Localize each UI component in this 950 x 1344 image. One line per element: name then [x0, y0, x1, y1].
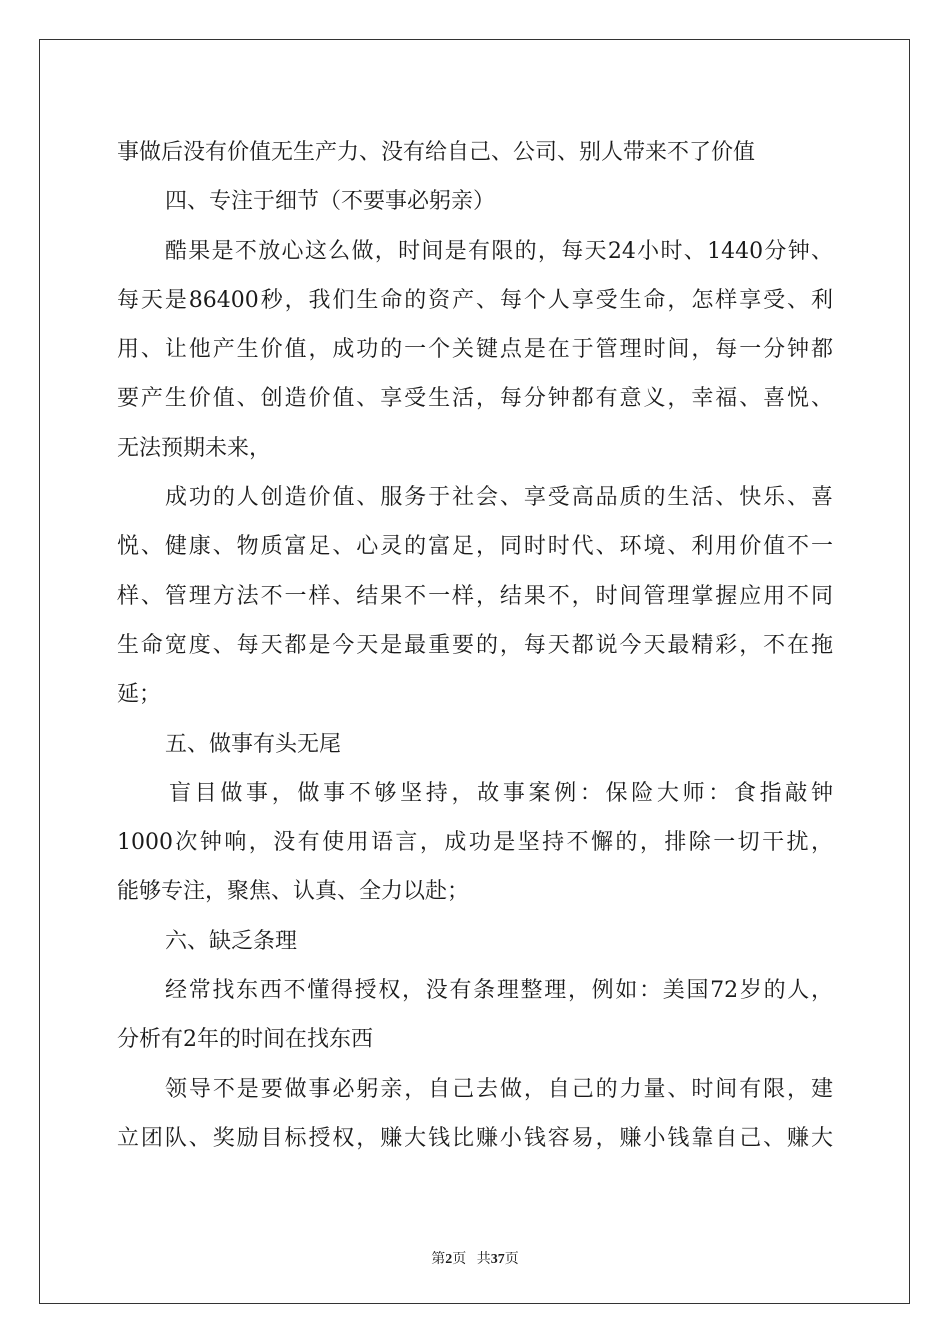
footer-total-unit: 页 [504, 1252, 519, 1267]
text-line: 领导不是要做事必躬亲，自己去做，自己的力量、时间有限，建 [165, 1076, 833, 1102]
text-line: 生命宽度、每天都是今天是最重要的，每天都说今天最精彩，不在拖 [117, 632, 833, 658]
text-line: 能够专注，聚焦、认真、全力以赴； [117, 879, 470, 905]
text-line: 悦、健康、物质富足、心灵的富足，同时时代、环境、利用价值不一 [117, 534, 833, 560]
document-body [117, 128, 833, 1163]
text-line: 经常找东西不懂得授权，没有条理整理，例如：美国72岁的人， [165, 978, 833, 1004]
text-line: 延； [117, 682, 162, 708]
section-heading: 五、做事有头无尾 [165, 731, 342, 757]
text-line: 1000次钟响，没有使用语言，成功是坚持不懈的，排除一切干扰， [117, 830, 833, 856]
text-line: 酷果是不放心这么做，时间是有限的，每天24小时、1440分钟、 [165, 238, 833, 264]
text-line: 每天是86400秒，我们生命的资产、每个人享受生命，怎样享受、利 [117, 287, 833, 313]
footer-current-page: 2 [445, 1252, 453, 1267]
text-line: 立团队、奖励目标授权，赚大钱比赚小钱容易，赚小钱靠自己、赚大 [117, 1125, 833, 1151]
page-footer [0, 1248, 950, 1268]
text-line: 事做后没有价值无生产力、没有给自己、公司、别人带来不了价值 [117, 140, 756, 165]
text-line: 样、管理方法不一样、结果不一样，结果不，时间管理掌握应用不同 [117, 583, 833, 609]
text-line: 无法预期未来， [117, 435, 272, 461]
footer-prefix: 第 [431, 1252, 446, 1267]
footer-total-prefix: 共 [476, 1252, 491, 1267]
text-line: 要产生价值、创造价值、享受生活，每分钟都有意义，幸福、喜悦、 [117, 386, 833, 412]
section-heading: 四、专注于细节（不要事必躬亲） [165, 189, 496, 215]
footer-page-unit: 页 [452, 1252, 467, 1267]
text-line: 分析有2年的时间在找东西 [117, 1027, 373, 1053]
text-line: 盲目做事，做事不够坚持，故事案例：保险大师：食指敲钟 [169, 780, 833, 806]
section-heading: 六、缺乏条理 [165, 928, 298, 954]
footer-total-pages: 37 [490, 1252, 505, 1267]
text-line: 用、让他产生价值，成功的一个关键点是在于管理时间，每一分钟都 [117, 337, 833, 363]
text-line: 成功的人创造价值、服务于社会、享受高品质的生活、快乐、喜 [165, 485, 833, 511]
